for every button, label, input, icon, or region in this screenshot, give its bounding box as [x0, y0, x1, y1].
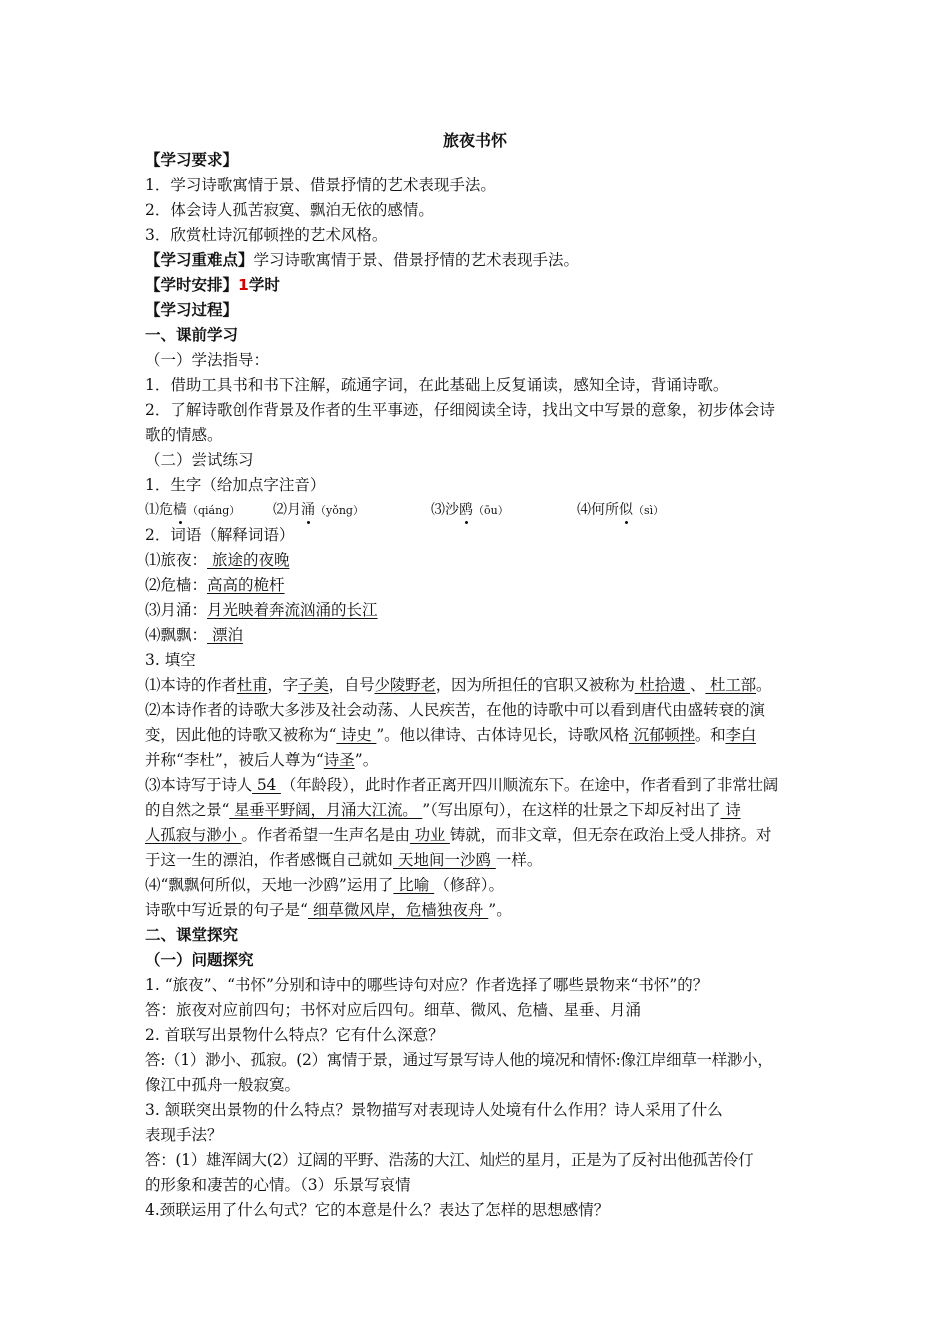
text-span: （年龄段），此时作者正离开四川顺流东下。在途中，作者看到了非常壮阔: [280, 776, 779, 794]
word-item: [145, 573, 825, 598]
subsection-heading: （一）学法指导：: [145, 351, 270, 369]
schedule-unit: 学时: [248, 276, 280, 294]
requirement-item: 1．学习诗歌寓情于景、借景抒情的艺术表现手法。: [145, 176, 496, 194]
inquiry-answer: 答：旅夜对应前四句；书怀对应后四句。细草、微风、危樯、星垂、月涌: [145, 1001, 642, 1019]
text-span: ⑴旅夜：: [145, 551, 208, 569]
schedule-heading: 【学时安排】: [145, 276, 239, 294]
text-span: 杜甫: [236, 676, 268, 694]
text-span: 李白: [725, 726, 757, 744]
text-span: 涌: [301, 502, 315, 518]
text-span: 诗歌中写近景的句子是“: [145, 901, 308, 919]
text-span: ⑷“飘飘何所似，天地一沙鸥”运用了: [145, 876, 394, 894]
fill-item-3-continued: [145, 848, 825, 873]
text-span: 杜拾遗: [634, 676, 691, 694]
inquiry-question: 4.颈联运用了什么句式？它的本意是什么？表达了怎样的思想感情？: [145, 1201, 610, 1219]
text-span: 54: [252, 776, 281, 794]
text-span: ，因为所担任的官职又被称为: [435, 676, 635, 694]
document-title: 旅夜书怀: [442, 131, 507, 150]
text-span: ”。: [488, 901, 512, 919]
key-points-heading: 【学习重难点】: [145, 251, 254, 269]
text-span: ”。: [354, 751, 379, 769]
text-span: （修辞）。: [434, 876, 504, 894]
text-span: ⑵月: [273, 502, 301, 518]
text-span: 变，因此他的诗歌又被称为“: [145, 726, 337, 744]
text-span: 细草微风岸，危樯独夜舟: [307, 901, 489, 919]
text-span: 沉郁顿挫: [628, 726, 695, 744]
subsection-heading: （二）尝试练习: [145, 451, 254, 469]
inquiry-answer: 答：(1）雄浑阔大(2）辽阔的平野、浩荡的大江、灿烂的星月，正是为了反衬出他孤苦伶仃: [145, 1151, 754, 1169]
text-span: 一样。: [495, 851, 543, 869]
text-span: ⑶沙: [431, 502, 459, 518]
word-answer: 旅途的夜晚: [207, 551, 290, 569]
requirement-item: 2．体会诗人孤苦寂寞、飘泊无依的感情。: [145, 201, 434, 219]
text-span: 诗史: [336, 726, 377, 744]
text-span: 。和: [694, 726, 726, 744]
text-span: 比喻: [393, 876, 435, 894]
inquiry-answer: 答:（1）渺小、孤寂。(2）寓情于景，通过写景写诗人他的境况和情怀:像江岸细草一样渺小，: [145, 1051, 773, 1069]
guide-item: 2．了解诗歌创作背景及作者的生平事迹，仔细阅读全诗，找出文中写景的意象，初步体会诗: [145, 401, 775, 419]
text-span: 诗: [720, 801, 741, 819]
process-heading: 【学习过程】: [145, 301, 239, 319]
text-span: 星垂平野阔，月涌大江流。: [229, 801, 423, 819]
text-span: 。: [755, 676, 772, 694]
text-span: ”（写出原句），在这样的壮景之下却反衬出了: [422, 801, 721, 819]
text-span: 人孤寂与渺小: [145, 826, 242, 844]
text-span: ，字: [267, 676, 299, 694]
text-span: 并称“李杜”，被后人尊为“: [145, 751, 324, 769]
text-span: 子美: [298, 676, 329, 694]
learning-requirements-heading: 【学习要求】: [145, 151, 239, 169]
word-answer: 高高的桅杆: [207, 576, 285, 594]
text-span: ⑷飘飘：: [145, 626, 208, 644]
word-answer: 月光映着奔流汹涌的长江: [207, 601, 378, 619]
inquiry-answer-continued: 像江中孤舟一般寂寞。: [145, 1076, 301, 1094]
text-span: 的自然之景“: [145, 801, 230, 819]
text-span: ，自号: [328, 676, 375, 694]
text-span: ⑴本诗的作者: [145, 676, 237, 694]
fill-item-2-continued: [145, 748, 825, 773]
text-span: 、: [690, 676, 706, 694]
text-span: ⑶月涌：: [145, 601, 208, 619]
text-span: ⑶本诗写于诗人: [145, 776, 253, 794]
text-span: 于这一生的漂泊，作者感慨自己就如: [145, 851, 394, 869]
fill-item-2: ⑵本诗作者的诗歌大多涉及社会动荡、人民疾苦，在他的诗歌中可以看到唐代由盛转衰的演: [145, 701, 766, 719]
exercise-question: 3. 填空: [145, 651, 196, 669]
inquiry-question-continued: 表现手法？: [145, 1126, 223, 1144]
inquiry-question: 3. 颔联突出景物的什么特点？景物描写对表现诗人处境有什么作用？诗人采用了什么: [145, 1101, 723, 1119]
word-item: [145, 548, 825, 573]
exercise-question: 2．词语（解释词语）: [145, 526, 295, 544]
key-points-line: [145, 248, 825, 273]
word-item: [145, 623, 825, 648]
fill-item-3: [145, 773, 825, 798]
inquiry-question: 2. 首联写出景物什么特点？它有什么深意？: [145, 1026, 444, 1044]
text-span: （ōu）: [473, 504, 509, 517]
schedule-number: 1: [238, 276, 249, 294]
text-span: 诗圣: [323, 751, 355, 769]
text-span: （yǒng）: [315, 504, 364, 517]
text-span: 杜工部: [705, 676, 756, 694]
text-span: 。作者希望一生声名是由: [241, 826, 410, 844]
fill-item-4: [145, 873, 825, 898]
pronunciation-item: [431, 498, 577, 523]
text-span: 功业: [409, 826, 450, 844]
text-span: 铸就，而非文章，但无奈在政治上受人排挤。对: [449, 826, 772, 844]
fill-item-2-continued: [145, 723, 825, 748]
word-answer: 漂泊: [207, 626, 243, 644]
text-span: ⑷何所: [577, 502, 619, 518]
text-span: （qiáng）: [187, 504, 241, 517]
fill-item-3-continued: [145, 823, 825, 848]
pronunciation-item: [145, 498, 273, 523]
inquiry-question: 1. “旅夜”、“书怀”分别和诗中的哪些诗句对应？作者选择了哪些景物来“书怀”的？: [145, 976, 709, 994]
guide-item: 1．借助工具书和书下注解，疏通字词，在此基础上反复诵读，感知全诗，背诵诗歌。: [145, 376, 729, 394]
text-span: 樯: [173, 502, 187, 518]
section-heading: 一、课前学习: [145, 326, 239, 344]
text-span: ⑴危: [145, 502, 173, 518]
text-span: 鸥: [459, 502, 473, 518]
text-span: 似: [619, 502, 633, 518]
text-span: ⑵危樯：: [145, 576, 208, 594]
inquiry-answer-continued: 的形象和凄苦的心情。（3）乐景写哀情: [145, 1176, 411, 1194]
pronunciation-row: [145, 498, 825, 523]
guide-item-continued: 歌的情感。: [145, 426, 223, 444]
text-span: 天地间一沙鸥: [393, 851, 496, 869]
pronunciation-item: [577, 498, 664, 523]
fill-item-3-continued: [145, 798, 825, 823]
text-span: ”。他以律诗、古体诗见长，诗歌风格: [376, 726, 629, 744]
text-span: （sì）: [633, 504, 665, 517]
fill-item-1: [145, 673, 825, 698]
fill-item-5: [145, 898, 825, 923]
key-points-text: 学习诗歌寓情于景、借景抒情的艺术表现手法。: [253, 251, 580, 269]
pronunciation-item: [273, 498, 431, 523]
schedule-line: [145, 273, 825, 298]
word-item: [145, 598, 825, 623]
text-span: 少陵野老: [374, 676, 436, 694]
subsection-heading: （一）问题探究: [145, 951, 254, 969]
requirement-item: 3．欣赏杜诗沉郁顿挫的艺术风格。: [145, 226, 388, 244]
exercise-question: 1．生字（给加点字注音）: [145, 476, 326, 494]
section-heading: 二、课堂探究: [145, 926, 239, 944]
